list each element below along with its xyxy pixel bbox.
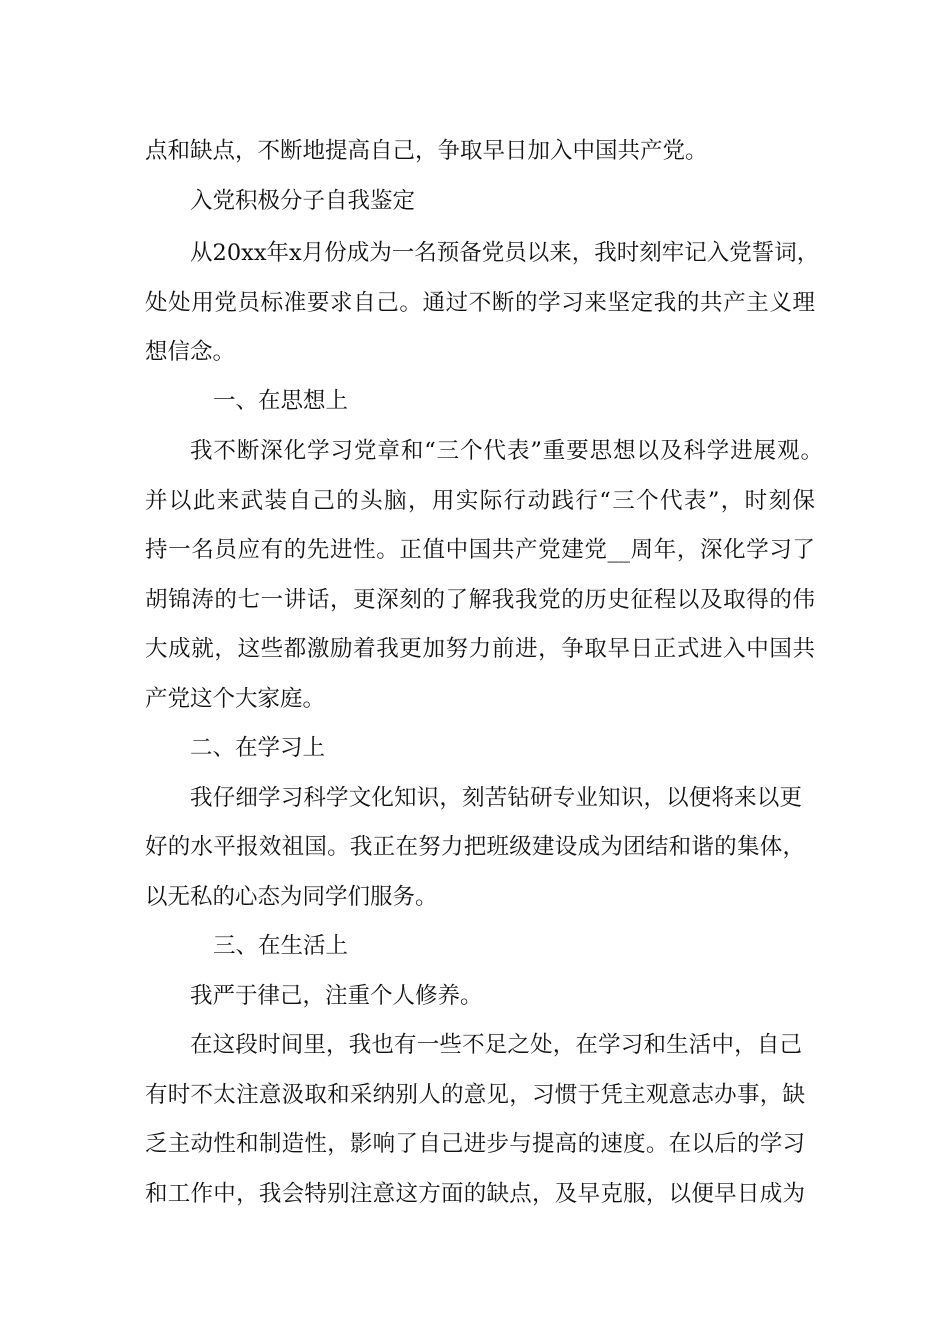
section-heading: 一、在思想上	[213, 388, 349, 414]
paragraph-line: 处处用党员标准要求自己。通过不断的学习来坚定我的共产主义理	[145, 290, 815, 316]
paragraph-line: 和工作中，我会特别注意这方面的缺点，及早克服，以便早日成为	[145, 1181, 805, 1207]
paragraph-line: 我仔细学习科学文化知识，刻苦钻研专业知识，以便将来以更	[190, 785, 802, 811]
paragraph-line: 胡锦涛的七一讲话，更深刻的了解我我党的历史征程以及取得的伟	[145, 587, 815, 613]
paragraph-line: 大成就，这些都激励着我更加努力前进，争取早日正式进入中国共	[145, 636, 815, 662]
paragraph-line: 好的水平报效祖国。我正在努力把班级建设成为团结和谐的集体，	[145, 834, 805, 860]
paragraph-line: 点和缺点，不断地提高自己，争取早日加入中国共产党。	[145, 138, 708, 164]
section-title: 入党积极分子自我鉴定	[190, 188, 416, 214]
section-heading: 三、在生活上	[213, 933, 349, 959]
paragraph-line: 产党这个大家庭。	[145, 686, 326, 712]
paragraph-line: 我严于律己，注重个人修养。	[190, 983, 483, 1009]
paragraph-line: 以无私的心态为同学们服务。	[145, 884, 438, 910]
paragraph-line: 乏主动性和制造性，影响了自己进步与提高的速度。在以后的学习	[145, 1131, 805, 1157]
paragraph-line: 想信念。	[145, 339, 236, 365]
section-heading: 二、在学习上	[190, 735, 326, 761]
paragraph-line: 有时不太注意汲取和采纳别人的意见，习惯于凭主观意志办事，缺	[145, 1082, 805, 1108]
paragraph-line: 在这段时间里，我也有一些不足之处，在学习和生活中，自己	[190, 1032, 802, 1058]
paragraph-line: 并以此来武装自己的头脑，用实际行动践行“三个代表”，时刻保	[145, 488, 815, 514]
paragraph-line: 从20xx年x月份成为一名预备党员以来，我时刻牢记入党誓词，	[190, 240, 820, 266]
paragraph-line: 我不断深化学习党章和“三个代表”重要思想以及科学进展观。	[190, 438, 823, 464]
paragraph-line: 持一名员应有的先进性。正值中国共产党建党__周年，深化学习了	[145, 537, 815, 563]
